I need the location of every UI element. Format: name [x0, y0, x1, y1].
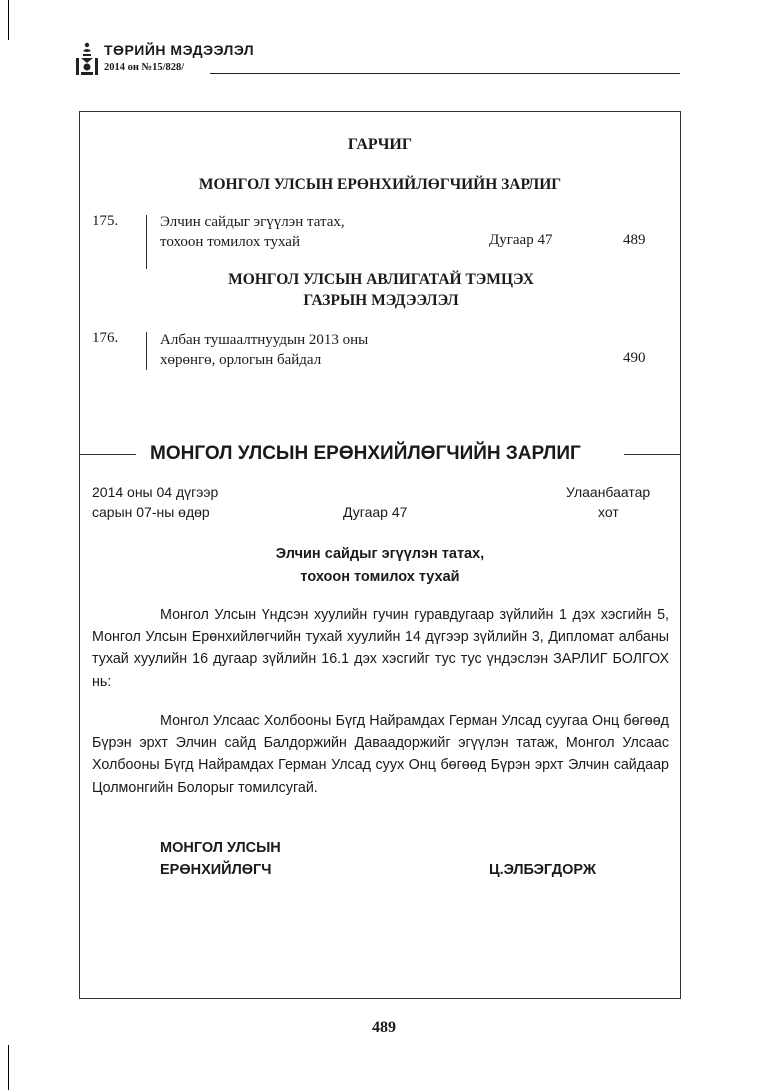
soyombo-emblem-icon: [76, 42, 98, 76]
toc-entry-number: 176.: [92, 330, 119, 346]
toc-entry-number: 175.: [92, 213, 119, 229]
signer-title-line2: ЕРӨНХИЙЛӨГЧ: [160, 862, 272, 878]
decree-place-line2: хот: [598, 504, 619, 520]
toc-entry-page: 489: [623, 232, 646, 248]
toc-entry-decree: Дугаар 47: [489, 232, 553, 248]
toc-entry-title-line2: тохоон томилох тухай: [160, 234, 300, 250]
decree-subject-line2: тохоон томилох тухай: [300, 569, 460, 585]
page-number: 489: [372, 1019, 396, 1036]
signer-title-line1: МОНГОЛ УЛСЫН: [160, 840, 281, 856]
toc-entry-title-line1: Албан тушаалтнуудын 2013 оны: [160, 332, 369, 348]
decree-paragraph-legal-basis: Монгол Улсын Үндсэн хуулийн гучин гуравдугаар зүйлийн 1 дэх хэсгийн 5, Монгол Улсын Ерөнхийлөгчийн тухай хуулийн 14 дүгээр зүйлийн 3, Дипломат албаны тухай хуулийн 16 дугаар зүйлийн 16.1 дэх хэсгийг тус тус үндэслэн ЗАРЛИГ БОЛГОХ нь:: [92, 607, 669, 690]
decree-section-title: МОНГОЛ УЛСЫН ЕРӨНХИЙЛӨГЧИЙН ЗАРЛИГ: [150, 443, 581, 464]
toc-entry-page: 490: [623, 350, 646, 366]
signer-name: Ц.ЭЛБЭГДОРЖ: [489, 862, 596, 878]
decree-date-line1: 2014 оны 04 дүгээр: [92, 484, 219, 500]
crop-mark-bottom-left: [8, 1045, 9, 1090]
decree-date-line2: сарын 07-ны өдөр: [92, 504, 210, 520]
decree-number: Дугаар 47: [343, 504, 408, 520]
toc-entry-title-line1: Элчин сайдыг эгүүлэн татах,: [160, 214, 345, 230]
content-frame: [79, 111, 681, 999]
toc-section-1: МОНГОЛ УЛСЫН ЕРӨНХИЙЛӨГЧИЙН ЗАРЛИГ: [198, 176, 562, 193]
toc-divider: [146, 332, 147, 370]
toc-section-2-line1: МОНГОЛ УЛСЫН АВЛИГАТАЙ ТЭМЦЭХ: [228, 271, 534, 288]
decree-place-line1: Улаанбаатар: [566, 484, 651, 500]
toc-entry-title-line2: хөрөнгө, орлогын байдал: [160, 352, 322, 368]
page-header: [76, 40, 680, 80]
toc-heading: ГАРЧИГ: [347, 136, 413, 153]
crop-mark-top-left: [8, 0, 9, 40]
issue-number: 2014 он №15/828/: [104, 62, 185, 73]
decree-paragraph-order: Монгол Улсаас Холбооны Бүгд Найрамдах Герман Улсад суугаа Онц бөгөөд Бүрэн эрхт Элчин сайд Балдоржийн Даваадоржийг эгүүлэн татаж, Монгол Улсаас Холбооны Бүгд Найрамдах Герман Улсад суух Онц бөгөөд Бүрэн эрхт Элчин сайдаар Цолмонгийн Болорыг томилсугай.: [92, 713, 669, 796]
toc-section-2-line2: ГАЗРЫН МЭДЭЭЛЭЛ: [303, 292, 459, 309]
publication-title: ТӨРИЙН МЭДЭЭЛЭЛ: [104, 42, 255, 58]
decree-subject-line1: Элчин сайдыг эгүүлэн татах,: [275, 546, 485, 562]
section-rule-right: [624, 454, 680, 455]
header-rule: [210, 73, 680, 74]
toc-divider: [146, 215, 147, 269]
section-rule-left: [80, 454, 136, 455]
